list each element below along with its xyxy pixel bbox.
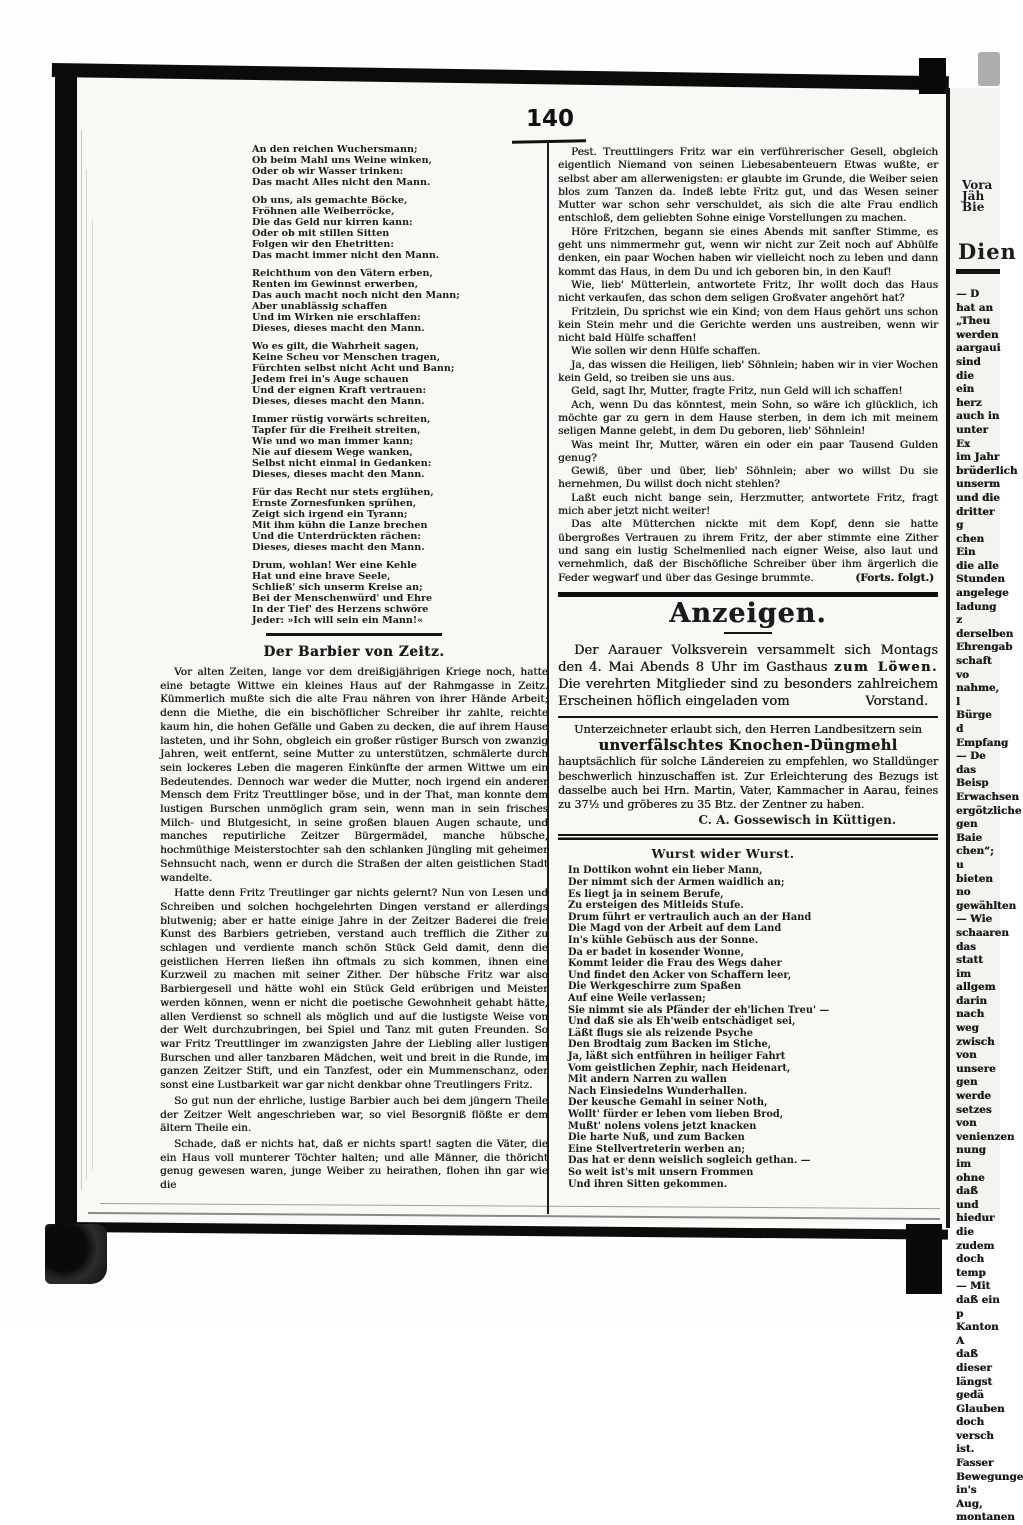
serial-paragraph: Pest. Treuttlingers Fritz war ein verführerischer Gesell, obgleich eigentlich Niemand von seinen Liebesabenteuern Etwas wußte, er selbst aber am allerwenigsten: er glaubte im Grunde, die Weiber seien blos zum Tanzen da. Indeß lebte Fritz gut, und das Wesen seiner Mutter war schon sehr verschuldet, als sich die alte Frau endlich entschloß, dem geliebten Sohne einige Vorstellungen zu machen. [558,146,938,225]
ad-end-double-rule [558,834,938,840]
poem-stanza: An den reichen Wuchersmann; Ob beim Mahl uns Weine winken, Oder ob wir Wasser trinken: Das macht Alles nicht den Mann. [252,144,432,188]
ad-divider-rule [558,716,938,718]
serial-paragraph: Fritzlein, Du sprichst wie ein Kind; von dem Haus gehört uns schon kein Stein mehr und die Gerichte werden uns austreiben, wenn wir nicht bald Hülfe schaffen! [558,305,938,345]
volksverein-notice [558,642,938,710]
continuation-note: (Forts. folgt.) [836,572,934,585]
scan-bottom-left-blob [45,1224,107,1284]
ad-body: hauptsächlich für solche Ländereien zu empfehlen, wo Stalldünger beschwerlich hinzuschaffen ist. Zur Erleichterung des Bezugs ist dasselbe auch bei Hrn. Martin, Vater, Kammacher in Aarau, feines zu 37½ und gröberes zu 35 Btz. der Zentner zu haben. [558,755,938,812]
scan-bottom-right-mark [906,1224,942,1294]
page-edge-line [92,220,93,1170]
serial-paragraph: Geld, sagt Ihr, Mutter, fragte Fritz, nun Geld will ich schaffen! [571,385,903,398]
next-page-sliver [956,178,1023,1524]
poem-manliness [252,144,548,626]
serial-paragraph: Ja, das wissen die Heiligen, lieb' Söhnlein; haben wir in vier Wochen kein Geld, so treiben sie uns aus. [558,358,938,385]
poem-stanza: Immer rüstig vorwärts schreiten, Tapfer für die Freiheit streiten, Wie und wo man immer kann; Nie auf diesem Wege wanken, Selbst nicht einmal in Gedanken: Dieses, dieses macht den Mann. [252,414,432,480]
poem-stanza: Wo es gilt, die Wahrheit sagen, Keine Scheu vor Menschen tragen, Fürchten selbst nicht Acht und Bann; Jedem frei in's Auge schauen Und der eignen Kraft vertrauen: Dieses, dieses macht den Mann. [252,341,455,407]
satire-poem [558,846,888,1190]
notice-signature: Vorstand. [841,693,928,710]
serial-paragraph [558,518,938,584]
serial-paragraph: Laßt euch nicht bange sein, Herzmutter, antwortete Fritz, fragt mich aber jetzt nicht weiter! [558,491,938,518]
story-title: Der Barbier von Zeitz. [263,644,445,660]
story-paragraph: Vor alten Zeiten, lange vor dem dreißigjährigen Kriege noch, hatte eine betagte Wittwe ein kleines Haus auf der Rahmgasse in Zeitz. Kümmerlich mußte sich die alte Frau nähren von ihrer Hände Arbeit; denn die Miethe, die ein bischöflicher Schreiber ihr zahlte, reichte kaum hin, die hohen Gefälle und Gaben zu decken, die auf ihrem Hause lasteten, und ihr Sohn, obgleich ein großer rüstiger Bursch von zwanzig Jahren, weit entfernt, seine Mutter zu unterstützen, schmälerte durch sein lockeres Leben die mageren Einkünfte der armen Wittwe um ein Bedeutendes. Dennoch war weder die Mutter, noch irgend ein anderer Mensch dem Fritz Treuttlinger böse, und in der That, man konnte dem lustigen Burschen unmöglich gram sein, wenn man in sein frisches Milch- und Blutgesicht, in seine großen blauen Augen schaute, und manches reputirliche Zeitzer Bürgermädel, manche hübsche, hochmüthige Meisterstochter sah den schlanken Jüngling mit geheimer Sehnsucht nach, wenn er durch die Straßen der alten geistlichen Stadt wandelte. [160,666,548,884]
scan-top-right-smudge [978,52,1000,86]
serial-paragraph: Wie sollen wir denn Hülfe schaffen. [571,345,761,358]
satire-poem-body: In Dottikon wohnt ein lieber Mann, Der nimmt sich der Armen waidlich an; Es liegt ja in seinem Berufe, Zu ersteigen des Mitleids Stufe. Drum führt er vertraulich auch an der Hand Die Magd von der Arbeit auf dem Land In's kühle Gebüsch aus der Sonne. Da er badet in kosender Wonne, Kommt leider die Frau des Wegs daher Und findet den Acker von Schaffern leer, Die Werkgeschirre zum Spaßen Auf eine Weile verlassen; Sie nimmt sie als Pfänder der eh'lichen Treu' — Und daß sie als Eh'weib entschädiget sei, Läßt flugs sie als reizende Psyche Den Brodtaig zum Backen im Stiche, Ja, läßt sich entführen in heiliger Fahrt Vom geistlichen Zephir, nach Heidenart, Mit andern Narren zu wallen Nach Einsiedelns Wunderhallen. Der keusche Gemahl in seiner Noth, Wollt' fürder er leben vom lieben Brod, Mußt' nolens volens jetzt knacken Die harte Nuß, und zum Backen Eine Stellvertreterin werben an; Das hat er denn weislich sogleich gethan. — So weit ist's mit unsern Frommen Und ihren Sitten gekommen. [568,865,830,1190]
scan-bottom-edge-band [68,1222,948,1240]
page-edge-line [86,170,87,1180]
section-rule [558,592,938,597]
serial-paragraph: Höre Fritzchen, begann sie eines Abends mit sanfter Stimme, es geht uns nimmermehr gut, wenn wir nicht zur Zeit noch auf Abhülfe denken, ein paar Wochen haben wir vielleicht noch zu leben und dann kommt das Haus, in dem Du und ich geboren bin, in den Kauf! [558,225,938,278]
serial-paragraph: Was meint Ihr, Mutter, wären ein oder ein paar Tausend Gulden genug? [558,438,938,464]
page-gutter-shadow [946,88,950,1228]
poem-stanza: Drum, wohlan! Wer eine Kehle Hat und eine brave Seele, Schließ' sich unserm Kreise an; Bei der Menschenwürd' und Ehre In der Tief' des Herzens schwöre Jeder: »Ich will sein ein Mann!« [252,560,433,626]
ad-signature: C. A. Gossewisch in Küttigen. [698,813,896,828]
poem-stanza: Reichthum von den Vätern erben, Renten im Gewinnst erwerben, Das auch macht noch nicht den Mann; Aber unablässig schaffen Und im Wirken nie erschlaffen: Dieses, dieses macht den Mann. [252,268,460,334]
poem-stanza: Für das Recht nur stets erglühen, Ernste Zornesfunken sprühen, Zeigt sich irgend ein Tyrann; Mit ihm kühn die Lanze brechen Und die Unterdrückten rächen: Dieses, dieses macht den Mann. [252,487,434,553]
anzeigen-heading-rule [724,632,772,634]
notice-text: Die verehrten Mitglieder sind zu besonders zahlreichem Erscheinen höflich eingeladen vom [558,676,938,709]
sliver-header-fragment: Vora Jäh Bie [962,178,993,214]
serial-paragraph-text: Das alte Mütterchen nickte mit dem Kopf, denn sie hatte übergroßes Vertrauen zu ihrem Fritz, der aber stimmte eine Zither und sang ein lustig Schelmenlied nach eigner Weise, also laut und vernehmlich, daß der Bischöfliche Schreiber über ihm ärgerlich die Feder wegwarf und über das Gesinge brummte. [558,518,938,584]
page-number: 140 [525,106,574,132]
left-column [160,144,548,1195]
satire-poem-title: Wurst wider Wurst. [651,846,795,862]
anzeigen-heading: Anzeigen. [669,597,827,629]
scan-left-edge-bar [55,64,77,1230]
serial-paragraph: Wie, lieb' Mütterlein, antwortete Fritz, Ihr wollt doch das Haus nicht verkaufen, das schon dem seligen Großvater angehört hat? [558,278,938,305]
right-column [558,146,938,1190]
serial-paragraph: Ach, wenn Du das könntest, mein Sohn, so wäre ich glücklich, ich möchte gar zu gern in dem Hause sterben, in dem ich mit meinem seligen Manne gelebt, in dem Du geboren, lieb' Söhnlein! [558,398,938,438]
scan-top-corner-mark [919,58,946,94]
ad-headline: unverfälschtes Knochen-Düngmehl [598,737,898,755]
sliver-column-fragments: — D hat an „Theu werden aargaui sind die ein herz auch in unter Ex im Jahr brüderlich unserm und die dritter g chen Ein die alle Stunden angelege ladung z derselben Ehrengab schaft vo nahme, l Bürge d Empfang — De das Beisp Erwachsen ergötzliche gen Baie chen“; u bieten no gewählten — Wie schaaren das statt im allgem darin nach weg zwisch von unsere gen werde setzes von venienzen nung im ohne daß und hiedur die zudem doch temp — Mit daß ein p Kanton A daß dieser längst gedä Glauben doch versch ist. Fasser Bewegunge in's Aug, montanen [956,288,1023,1524]
ad-intro: Unterzeichneter erlaubt sich, den Herren Landbesitzern sein [574,722,922,736]
notice-venue: zum Löwen. [834,659,938,675]
fertilizer-ad [558,723,938,828]
poem-end-rule [266,633,442,636]
story-paragraph: Schade, daß er nichts hat, daß er nichts spart! sagten die Väter, die ein Haus voll munterer Töchter halten; und alle Männer, die thöricht genug gewesen waren, junge Weiber zu heirathen, flohen ihn gar wie die [160,1137,548,1192]
serial-paragraph: Gewiß, über und über, lieb' Söhnlein; aber wo willst Du sie hernehmen, Du willst doch nicht stehlen? [558,465,938,491]
sliver-masthead-fragment: Dien [958,239,1017,264]
sliver-rule-fragment [956,269,1000,274]
poem-stanza: Ob uns, als gemachte Böcke, Fröhnen alle Weiberröcke, Die das Geld nur kirren kann: Oder ob mit stillen Sitten Folgen wir den Ehetritten: Das macht immer nicht den Mann. [252,195,440,261]
story-paragraph: Hatte denn Fritz Treutlinger gar nichts gelernt? Nun von Lesen und Schreiben und solchen hochgelehrten Dingen verstand er allerdings blutwenig; aber er hatte einige Jahre in der Zeitzer Baderei die freie Kunst des Barbiers getrieben, verstand auch trefflich die Zither zu schlagen und verdiente manch schön Stück Geld damit, denn die geistlichen Herren ließen ihn oftmals zu sich kommen, ihnen eine Kurzweil zu machen mit seiner Zither. Der hübsche Fritz war also Barbiergesell und hätte wohl ein Stück Geld erübrigen und Meister werden können, wenn er nicht die poetische Gewohnheit gehabt hätte, allen Verdienst so schnell als möglich und auf die lustigste Weise von der Welt durchzubringen, bei Spiel und Tanz mit guten Freunden. So war Fritz Treuttlinger im zwanzigsten Jahre der Liebling aller lustigen Burschen und aller tanzbaren Mädchen, weit und breit in die Runde, im ganzen Zeitzer Stift, und ein Tanzfest, oder ein Mummenschanz, oder sonst eine Lustbarkeit war gar nicht denkbar ohne Treutlingers Fritz. [160,887,548,1092]
page-edge-line [81,130,82,1190]
story-paragraph: So gut nun der ehrliche, lustige Barbier auch bei dem jüngern Theile der Zeitzer Welt angeschrieben war, so viel Besorgniß flößte er dem ältern Theile ein. [160,1094,548,1135]
notice-text: Der Aarauer Volksverein versammelt sich Montags den 4. Mai Abends 8 Uhr im Gasthaus [558,642,938,675]
